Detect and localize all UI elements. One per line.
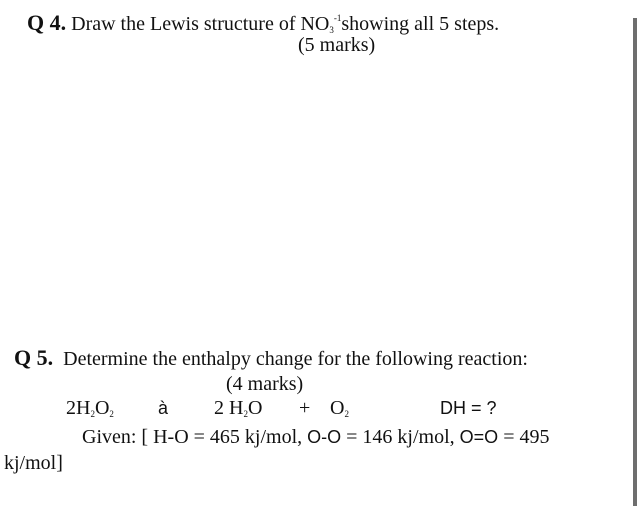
reaction-arrow: à [158, 398, 169, 418]
q5-text: Determine the enthalpy change for the following reaction: [63, 348, 528, 370]
question-5 [14, 345, 528, 371]
q4-text: Draw the Lewis structure of NO [71, 13, 330, 35]
q4-number: Q 4. [27, 10, 67, 35]
given-continuation: kj/mol] [4, 452, 63, 474]
delta-h: DH = ? [440, 398, 497, 418]
right-edge-bar [633, 18, 637, 506]
q4-marks: (5 marks) [298, 34, 376, 56]
q4-superscript: -1 [333, 13, 342, 23]
q5-number: Q 5. [14, 345, 54, 370]
reactant: $2H_2O_2$ [66, 397, 114, 419]
question-4 [27, 5, 499, 43]
product-water: 2 $H_2O$ [214, 397, 263, 419]
product-oxygen: $O_2$ [330, 397, 349, 419]
q5-marks: (4 marks) [226, 373, 304, 395]
given-bond-energies: Given: [ H-O = 465 kj/mol, O-O = 146 kj/mol, O=O = 495 [82, 426, 550, 448]
plus-sign: + [299, 397, 311, 419]
q4-text-after: showing all 5 steps. [341, 13, 500, 35]
q4-subscript: 3 [329, 25, 334, 35]
